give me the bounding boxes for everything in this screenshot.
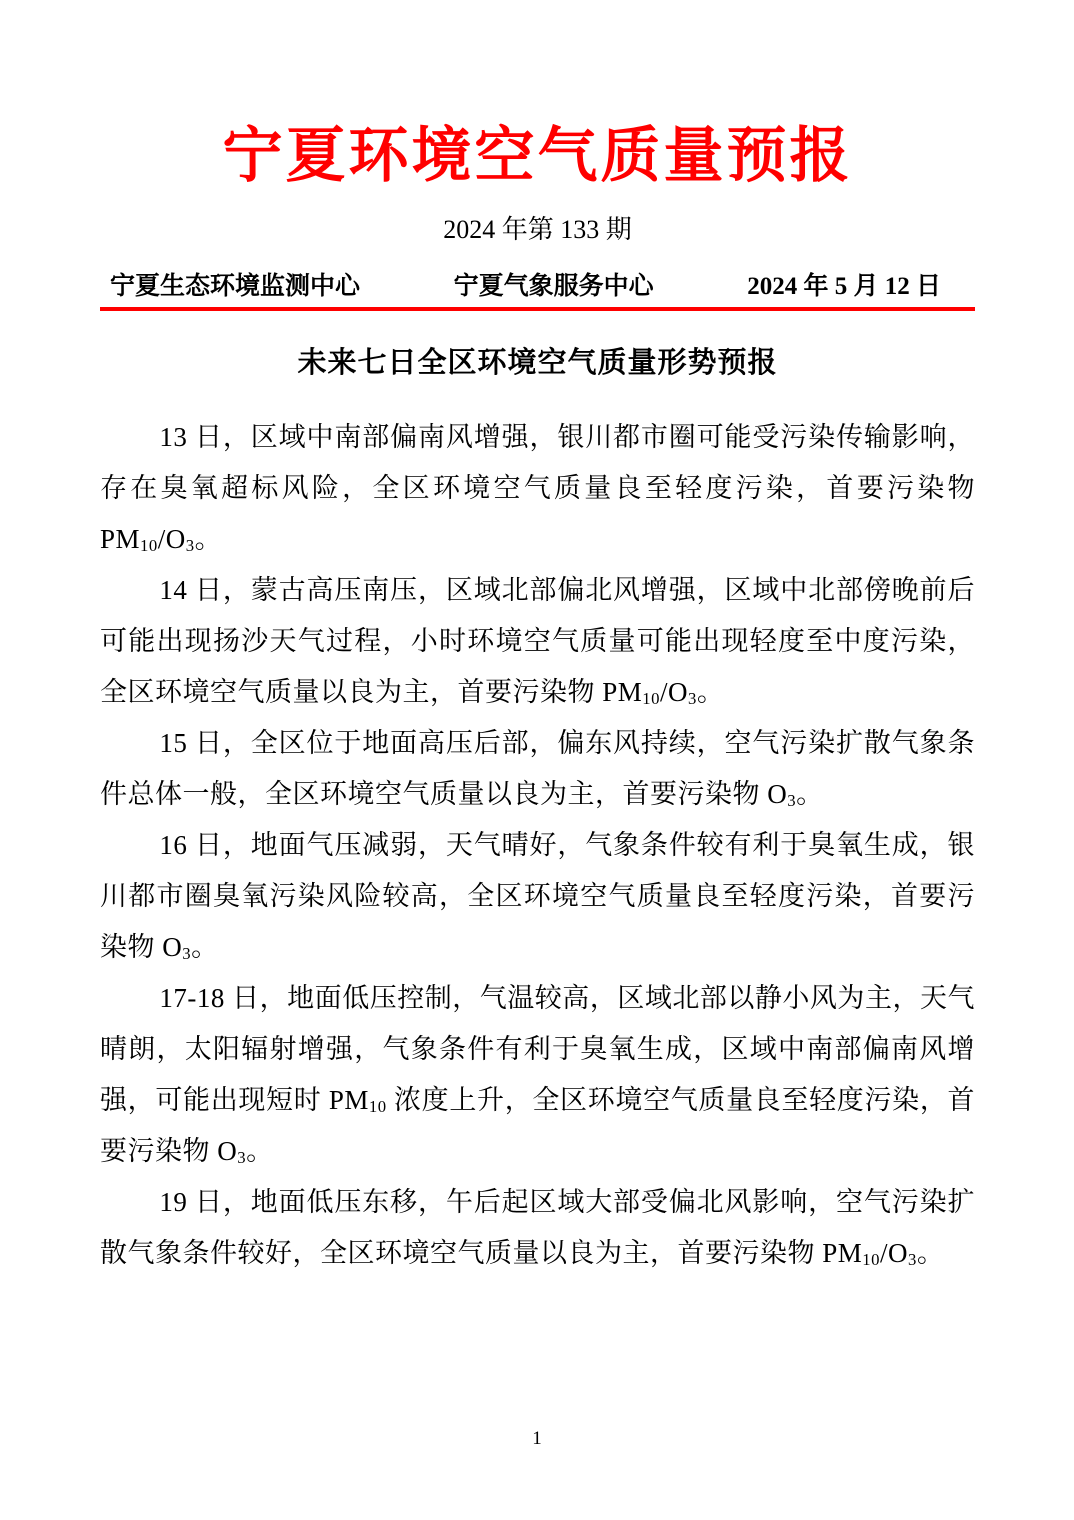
issue-date: 2024 年 5 月 12 日 — [747, 273, 941, 301]
forecast-paragraph-day14: 14 日，蒙古高压南压，区域北部偏北风增强，区域中北部傍晚前后可能出现扬沙天气过程，小时环境空气质量可能出现轻度至中度污染，全区环境空气质量以良为主，首要污染物 $PM_{10}/O_3$。 — [100, 574, 975, 708]
org-weather-service-center: 宁夏气象服务中心 — [453, 273, 654, 301]
forecast-body — [100, 412, 975, 1279]
document-title: 宁夏环境空气质量预报 — [222, 123, 853, 189]
page-number: 1 — [532, 1428, 542, 1449]
forecast-paragraph-day17-18: 17-18 日，地面低压控制，气温较高，区域北部以静小风为主，天气晴朗，太阳辐射增强，气象条件有利于臭氧生成，区域中南部偏南风增强，可能出现短时 $PM_{10}$ 浓度上升，全区环境空气质量良至轻度污染，首要污染物 $O_3$。 — [100, 982, 975, 1167]
org-monitoring-center: 宁夏生态环境监测中心 — [110, 273, 361, 301]
section-title: 未来七日全区环境空气质量形势预报 — [297, 347, 778, 380]
masthead-row — [100, 271, 975, 302]
red-divider-rule — [100, 307, 975, 311]
issue-number: 2024 年第 133 期 — [443, 215, 632, 244]
forecast-paragraph-day16: 16 日，地面气压减弱，天气晴好，气象条件较有利于臭氧生成，银川都市圈臭氧污染风险较高，全区环境空气质量良至轻度污染，首要污染物 $O_3$。 — [100, 829, 975, 963]
forecast-paragraph-day13: 13 日，区域中南部偏南风增强，银川都市圈可能受污染传输影响，存在臭氧超标风险，全区环境空气质量良至轻度污染，首要污染物 $PM_{10}/O_3$。 — [100, 421, 975, 555]
forecast-paragraph-day19: 19 日，地面低压东移，午后起区域大部受偏北风影响，空气污染扩散气象条件较好，全区环境空气质量以良为主，首要污染物 $PM_{10}/O_3$。 — [100, 1186, 975, 1269]
forecast-paragraph-day15: 15 日，全区位于地面高压后部，偏东风持续，空气污染扩散气象条件总体一般，全区环境空气质量以良为主，首要污染物 $O_3$。 — [100, 727, 975, 810]
